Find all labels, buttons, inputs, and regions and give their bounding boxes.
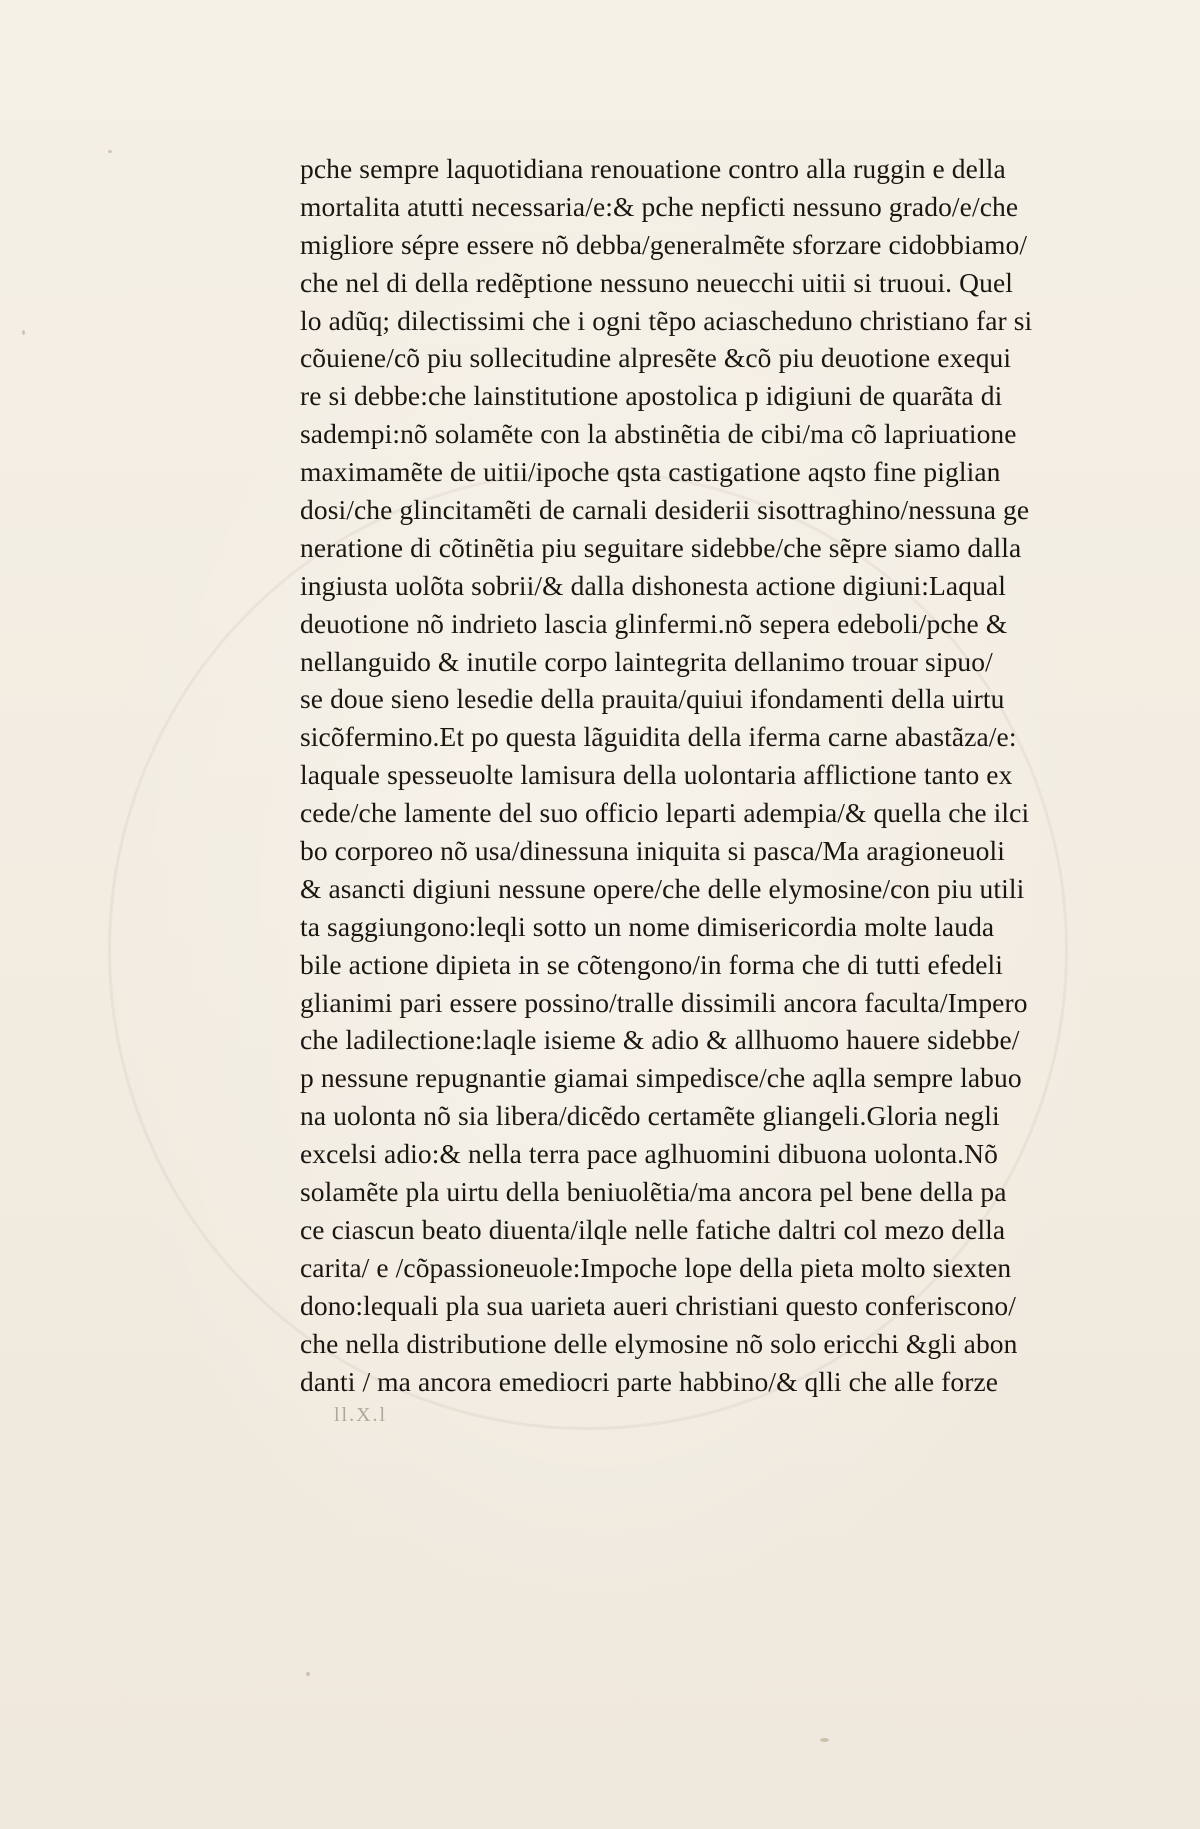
text-line: cõuiene/cõ piu sollecitudine alpresẽte &cõ piu deuotione exequi [300,342,1012,374]
text-line: na uolonta nõ sia libera/dicẽdo certamẽte gliangeli.Gloria negli [300,1100,1000,1132]
text-line: mortalita atutti necessaria/e:& pche nepficti nessuno grado/e/che [300,190,1019,222]
text-line: pche sempre laquotidiana renouatione contro alla ruggin e della [300,153,1006,184]
paper-speck [820,1738,829,1742]
text-line: maximamẽte de uitii/ipoche qsta castigatione aqsto fine piglian [300,456,1001,488]
text-line: che ladilectione:laqle isieme & adio & allhuomo hauere sidebbe/ [300,1024,1020,1056]
text-line: ce ciascun beato diuenta/ilqle nelle fatiche daltri col mezo della [300,1213,1006,1245]
paper-speck [22,330,25,335]
text-line: nellanguido & inutile corpo laintegrita dellanimo trouar sipuo/ [300,645,993,677]
main-text-block [300,150,1140,1400]
text-line: migliore sépre essere nõ debba/generalmẽte sforzare cidobbiamo/ [300,228,1028,260]
text-line: sicõfermino.Et po questa lãguidita della iferma carne abastãza/e: [300,721,1017,753]
text-line: & asancti digiuni nessune opere/che delle elymosine/con piu utili [300,872,1025,904]
text-line: laquale spesseuolte lamisura della uolontaria afflictione tanto ex [300,759,1013,791]
signature-mark: ll.X.l [334,1404,388,1426]
text-line: se doue sieno lesedie della prauita/quiui ifondamenti della uirtu [300,683,1005,715]
text-line: glianimi pari essere possino/tralle dissimili ancora faculta/Impero [300,986,1028,1018]
text-line: excelsi adio:& nella terra pace aglhuomini dibuona uolonta.Nõ [300,1138,998,1170]
text-line: dosi/che glincitamẽti de carnali desiderii sisottraghino/nessuna ge [300,494,1030,526]
text-line: cede/che lamente del suo officio leparti adempia/& quella che ilci [300,797,1030,829]
text-line: bile actione dipieta in se cõtengono/in forma che di tutti efedeli [300,948,1004,980]
text-line: che nel di della redẽptione nessuno neuecchi uitii si truoui. Quel [300,266,1013,298]
text-line: sadempi:nõ solamẽte con la abstinẽtia de cibi/ma cõ lapriuatione [300,418,1017,450]
text-line: p nessune repugnantie giamai simpedisce/che aqlla sempre labuo [300,1062,1022,1094]
text-line: danti / ma ancora emediocri parte habbino/& qlli che alle forze [300,1365,999,1397]
text-line: dono:lequali pla sua uarieta aueri christiani questo conferiscono/ [300,1289,1017,1321]
text-line: deuotione nõ indrieto lascia glinfermi.nõ sepera edeboli/pche & [300,607,1008,639]
text-line: lo adũq; dilectissimi che i ogni tẽpo aciascheduno christiano far si [300,304,1033,336]
text-line: che nella distributione delle elymosine nõ solo ericchi &gli abon [300,1327,1018,1359]
text-line: carita/ e /cõpassioneuole:Impoche lope della pieta molto siexten [300,1251,1012,1283]
text-line: bo corporeo nõ usa/dinessuna iniquita si pasca/Ma aragioneuoli [300,835,1005,867]
paper-speck [306,1672,310,1676]
text-line: re si debbe:che lainstitutione apostolica p idigiuni de quarãta di [300,380,1003,412]
text-line: ta saggiungono:leqli sotto un nome dimisericordia molte lauda [300,910,995,942]
paper-speck [108,150,112,153]
text-line: solamẽte pla uirtu della beniuolẽtia/ma ancora pel bene della pa [300,1176,1007,1208]
text-line: neratione di cõtinẽtia piu seguitare sidebbe/che sẽpre siamo dalla [300,531,1022,563]
text-line: ingiusta uolõta sobrii/& dalla dishonesta actione digiuni:Laqual [300,569,1006,601]
